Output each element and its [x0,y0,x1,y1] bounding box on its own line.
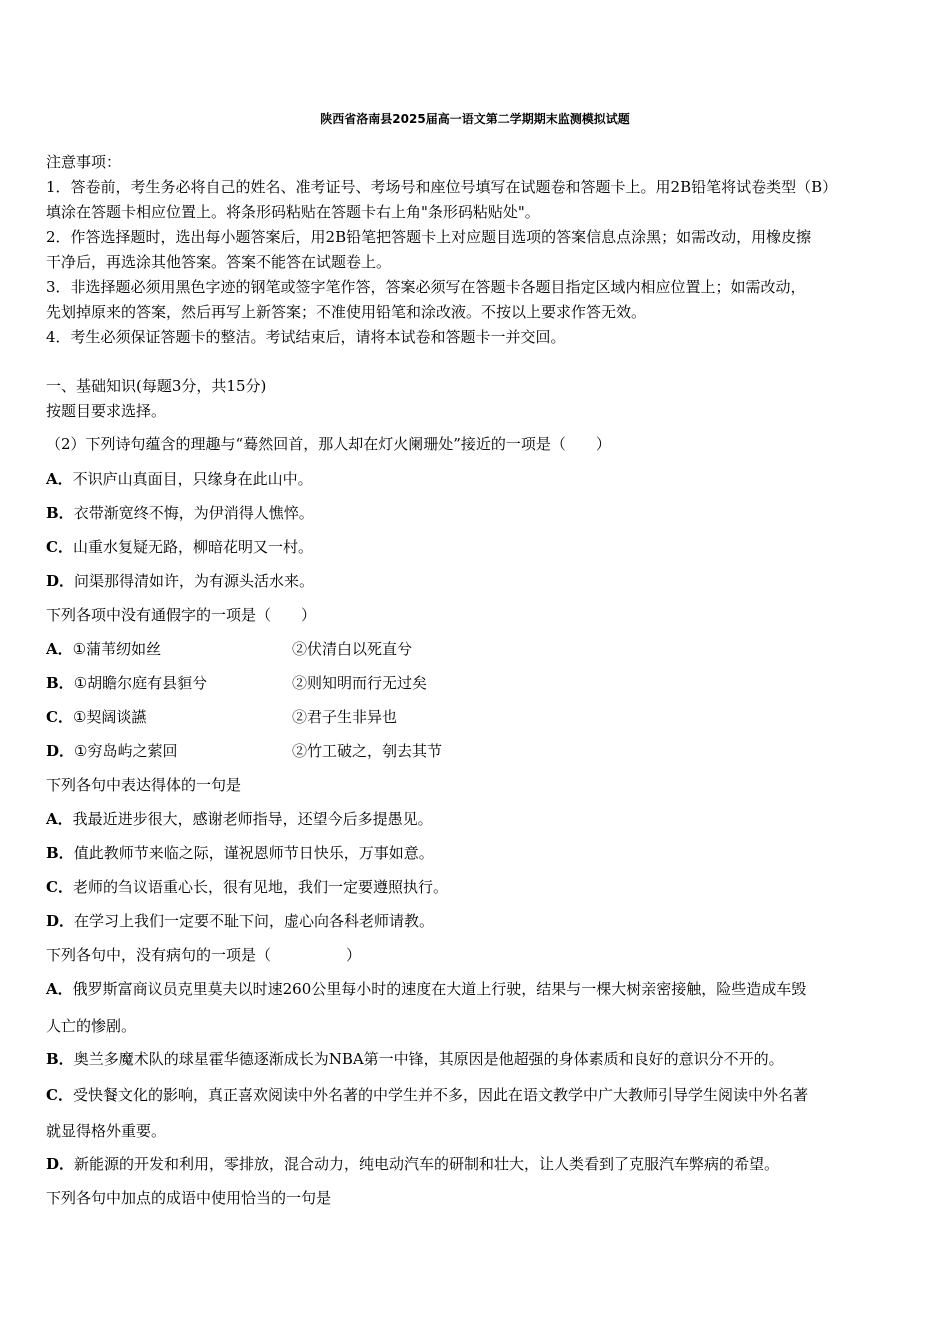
notice-line: 先划掉原来的答案，然后再写上新答案；不准使用铅笔和涂改液。不按以上要求作答无效。 [46,303,647,321]
q4-option-b [46,1049,784,1069]
option-right: ②伏清白以死直兮 [292,640,413,658]
option-text: 山重水复疑无路，柳暗花明又一村。 [72,538,313,556]
question-stem-3: 下列各句中表达得体的一句是 [46,776,242,794]
option-text-continued: 就显得格外重要。 [46,1122,167,1140]
option-text: 在学习上我们一定要不耻下问，虚心向各科老师请教。 [74,912,435,930]
option-text: 新能源的开发和利用，零排放，混合动力，纯电动汽车的研制和壮大，让人类看到了克服汽车弊病的希望。 [74,1155,780,1173]
option-label: A． [46,810,73,828]
option-label: D． [46,742,75,760]
option-left: ①蒲苇纫如丝 [72,640,162,658]
option-label: D． [46,1155,75,1173]
option-right: ②则知明而行无过矣 [292,674,428,692]
option-text: 衣带渐宽终不悔，为伊消得人憔悴。 [73,504,314,522]
q4-option-c [46,1085,808,1105]
q3-option-d [46,911,434,931]
q4-option-d [46,1154,779,1174]
option-left: ①胡瞻尔庭有县貆兮 [73,674,208,692]
q1-option-a [46,469,313,489]
section-heading: 一、基础知识(每题3分，共15分) [46,377,267,395]
notice-line: 3．非选择题必须用黑色字迹的钢笔或签字笔作答，答案必须写在答题卡各题目指定区域内相应位置上；如需改动， [46,278,806,296]
q2-option-b [46,673,207,693]
q1-option-d [46,571,314,591]
notice-heading: 注意事项： [46,153,122,171]
option-label: B． [46,1050,74,1068]
option-right: ②君子生非异也 [292,708,398,726]
q2-option-a [46,639,161,659]
option-label: B． [46,674,74,692]
question-stem-4: 下列各句中，没有病句的一项是（ ） [46,946,362,964]
option-label: C． [46,1086,73,1104]
option-label: B． [46,504,74,522]
option-label: C． [46,708,73,726]
option-text: 值此教师节来临之际，谨祝恩师节日快乐，万事如意。 [73,844,434,862]
question-stem-5: 下列各句中加点的成语中使用恰当的一句是 [46,1189,332,1207]
page-title: 陕西省洛南县2025届高一语文第二学期期末监测模拟试题 [320,112,630,126]
q3-option-c [46,877,448,897]
option-text: 老师的刍议语重心长，很有见地，我们一定要遵照执行。 [72,878,448,896]
section-instruction: 按题目要求选择。 [46,402,167,420]
option-right: ②竹工破之，刳去其节 [292,742,443,760]
option-text: 俄罗斯富商议员克里莫夫以时速260公里每小时的速度在大道上行驶，结果与一棵大树亲密接触，险些造成车毁 [72,980,807,998]
notice-line: 干净后，再选涂其他答案。答案不能答在试题卷上。 [46,253,392,271]
notice-line: 填涂在答题卡相应位置上。将条形码粘贴在答题卡右上角"条形码粘贴处"。 [46,203,540,221]
option-label: A． [46,980,73,998]
q2-option-d [46,741,177,761]
option-label: D． [46,572,75,590]
notice-line: 4．考生必须保证答题卡的整洁。考试结束后，请将本试卷和答题卡一并交回。 [46,328,566,346]
option-text: 我最近进步很大，感谢老师指导，还望今后多提愚见。 [72,810,433,828]
option-label: A． [46,470,73,488]
q1-option-c [46,537,313,557]
option-label: D． [46,912,75,930]
option-text-continued: 人亡的惨剧。 [46,1017,137,1035]
q2-option-c [46,707,146,727]
q1-option-b [46,503,314,523]
option-left: ①穷岛屿之萦回 [74,742,178,760]
notice-line: 2．作答选择题时，选出每小题答案后，用2B铅笔把答题卡上对应题目选项的答案信息点涂黑；如需改动，用橡皮擦 [46,228,812,246]
q3-option-a [46,809,433,829]
q4-option-a [46,979,806,999]
option-text: 不识庐山真面目，只缘身在此山中。 [72,470,313,488]
notice-line: 1．答卷前，考生务必将自己的姓名、准考证号、考场号和座位号填写在试题卷和答题卡上。用2B铅笔将试卷类型（B） [46,178,838,196]
question-stem-1: （2）下列诗句蕴含的理趣与“蓦然回首，那人却在灯火阑珊处”接近的一项是（ ） [46,435,611,453]
q3-option-b [46,843,434,863]
option-label: A． [46,640,73,658]
option-text: 受快餐文化的影响，真正喜欢阅读中外名著的中学生并不多，因此在语文教学中广大教师引导学生阅读中外名著 [72,1086,808,1104]
option-left: ①契阔谈讌 [72,708,147,726]
option-label: C． [46,538,73,556]
option-text: 奥兰多魔术队的球星霍华德逐渐成长为NBA第一中锋，其原因是他超强的身体素质和良好的意识分不开的。 [73,1050,784,1068]
option-text: 问渠那得清如许，为有源头活水来。 [74,572,315,590]
option-label: B． [46,844,74,862]
option-label: C． [46,878,73,896]
question-stem-2: 下列各项中没有通假字的一项是（ ） [46,606,317,624]
